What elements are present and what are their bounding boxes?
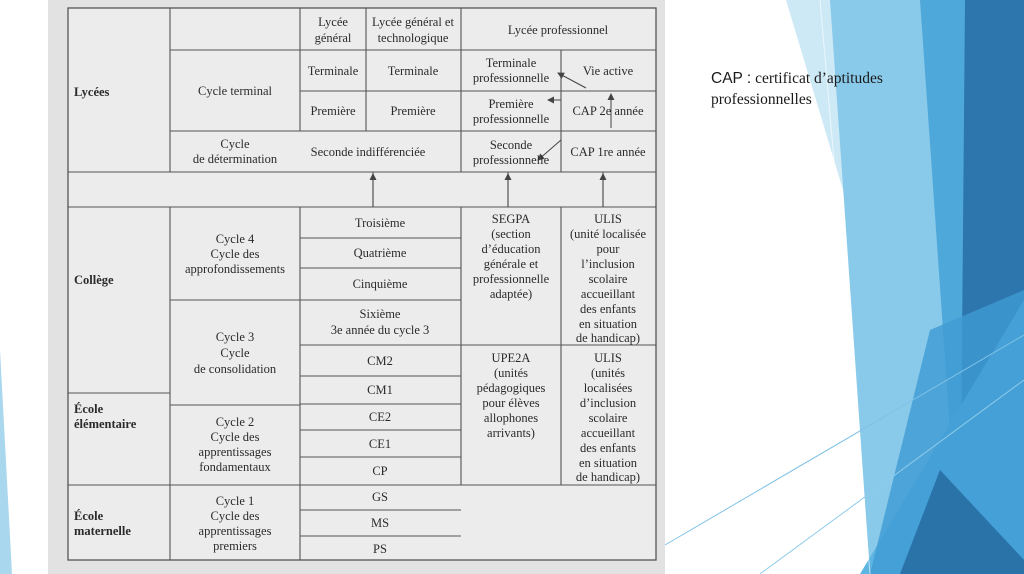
ulis-college-line2: (unité localisée <box>569 227 647 241</box>
cycle-terminal: Cycle terminal <box>198 84 272 98</box>
grade-terminale-general: Terminale <box>307 64 359 78</box>
header-lycee-pro: Lycée professionnel <box>507 23 609 37</box>
cycle-determination-line1: Cycle <box>220 137 250 151</box>
grade-cp: CP <box>372 464 388 478</box>
level-maternelle-line2: maternelle <box>74 524 131 538</box>
ulis-ecole-line8: en situation <box>579 456 637 470</box>
cap-definition-caption <box>711 68 961 110</box>
ulis-college-line9: de handicap) <box>575 331 641 345</box>
ulis-ecole-line7: des enfants <box>580 441 636 455</box>
level-lycees: Lycées <box>74 85 110 99</box>
grade-premiere-technologique: Première <box>390 104 436 118</box>
cycle2-line2: Cycle des <box>210 430 260 444</box>
cycle1-line2: Cycle des <box>210 509 260 523</box>
grade-gs: GS <box>372 490 388 504</box>
caption-line1 <box>711 68 961 89</box>
ulis-ecole-line2: (unités <box>590 366 626 380</box>
grade-ce1: CE1 <box>368 437 392 451</box>
grade-cap1: CAP 1re année <box>570 145 646 159</box>
ulis-ecole-line1: ULIS <box>594 351 622 365</box>
grade-ce2: CE2 <box>368 410 392 424</box>
grade-cm1: CM1 <box>367 383 393 397</box>
segpa-line5: professionnelle <box>472 272 550 286</box>
header-lycee-line1: Lycée <box>318 15 348 29</box>
level-elementaire-line1: École <box>74 402 104 416</box>
ulis-ecole-line9: de handicap) <box>575 470 641 484</box>
cycle4-line3: approfondissements <box>185 262 285 276</box>
upe2a-line3: pédagogiques <box>476 381 546 395</box>
cycle3-line2: Cycle <box>220 346 250 360</box>
grade-ps: PS <box>373 542 387 556</box>
cycle2-line1: Cycle 2 <box>215 415 255 429</box>
level-elementaire-line2: élémentaire <box>74 417 137 431</box>
ulis-college-line8: en situation <box>579 317 637 331</box>
segpa-line4: générale et <box>483 257 539 271</box>
grade-quatrieme: Quatrième <box>353 246 407 260</box>
header-lycee-gt-line1: Lycée général et <box>372 15 454 29</box>
grade-cap2: CAP 2e année <box>572 104 644 118</box>
segpa-line1: SEGPA <box>491 212 531 226</box>
grade-cinquieme: Cinquième <box>352 277 408 291</box>
ulis-college-line6: accueillant <box>580 287 636 301</box>
grade-terminale-technologique: Terminale <box>387 64 439 78</box>
ulis-ecole-line4: d’inclusion <box>579 396 637 410</box>
upe2a-line5: allophones <box>483 411 539 425</box>
cycle4-line1: Cycle 4 <box>215 232 255 246</box>
grade-seconde-pro-line2: professionnelle <box>472 153 550 167</box>
cycle1-line4: premiers <box>213 539 257 553</box>
header-lycee-gt-line2: technologique <box>377 31 449 45</box>
grade-cm2: CM2 <box>367 354 393 368</box>
cycle4-line2: Cycle des <box>210 247 260 261</box>
cycle2-line4: fondamentaux <box>199 460 271 474</box>
upe2a-line2: (unités <box>493 366 529 380</box>
ulis-college-line1: ULIS <box>594 212 622 226</box>
ulis-college-line7: des enfants <box>580 302 636 316</box>
upe2a-line6: arrivants) <box>487 426 535 440</box>
cycle2-line3: apprentissages <box>198 445 272 459</box>
grade-seconde-indifferenciee: Seconde indifférenciée <box>310 145 426 159</box>
ulis-ecole-line5: scolaire <box>588 411 628 425</box>
grade-terminale-pro-line1: Terminale <box>485 56 537 70</box>
grade-troisieme: Troisième <box>354 216 406 230</box>
grade-premiere-general: Première <box>310 104 356 118</box>
level-maternelle-line1: École <box>74 509 104 523</box>
ulis-college-line3: pour <box>596 242 620 256</box>
cycle3-line1: Cycle 3 <box>215 330 255 344</box>
header-lycee-line2: général <box>314 31 352 45</box>
cycle3-line3: de consolidation <box>193 362 277 376</box>
grade-premiere-pro-line1: Première <box>488 97 534 111</box>
grade-sixieme-line2: 3e année du cycle 3 <box>330 323 430 337</box>
grade-terminale-pro-line2: professionnelle <box>472 71 550 85</box>
ulis-college-line4: l’inclusion <box>581 257 635 271</box>
cycle-determination-line2: de détermination <box>192 152 278 166</box>
caption-text-2: professionnelles <box>711 91 812 108</box>
upe2a-line1: UPE2A <box>491 351 531 365</box>
segpa-line3: d’éducation <box>481 242 541 256</box>
cycle1-line1: Cycle 1 <box>215 494 255 508</box>
school-system-table <box>48 0 665 574</box>
segpa-line2: (section <box>491 227 531 241</box>
ulis-college-line5: scolaire <box>588 272 628 286</box>
upe2a-line4: pour élèves <box>482 396 540 410</box>
grade-sixieme-line1: Sixième <box>359 307 401 321</box>
segpa-line6: adaptée) <box>489 287 533 301</box>
grade-seconde-pro-line1: Seconde <box>489 138 533 152</box>
ulis-ecole-line3: localisées <box>583 381 633 395</box>
level-college: Collège <box>74 273 114 287</box>
cycle1-line3: apprentissages <box>198 524 272 538</box>
caption-text-1: certificat d’aptitudes <box>755 70 883 87</box>
grade-vie-active: Vie active <box>582 64 634 78</box>
grade-premiere-pro-line2: professionnelle <box>472 112 550 126</box>
scanned-table-image <box>48 0 665 574</box>
caption-abbr: CAP : <box>711 70 752 87</box>
ulis-ecole-line6: accueillant <box>580 426 636 440</box>
grade-ms: MS <box>370 516 390 530</box>
